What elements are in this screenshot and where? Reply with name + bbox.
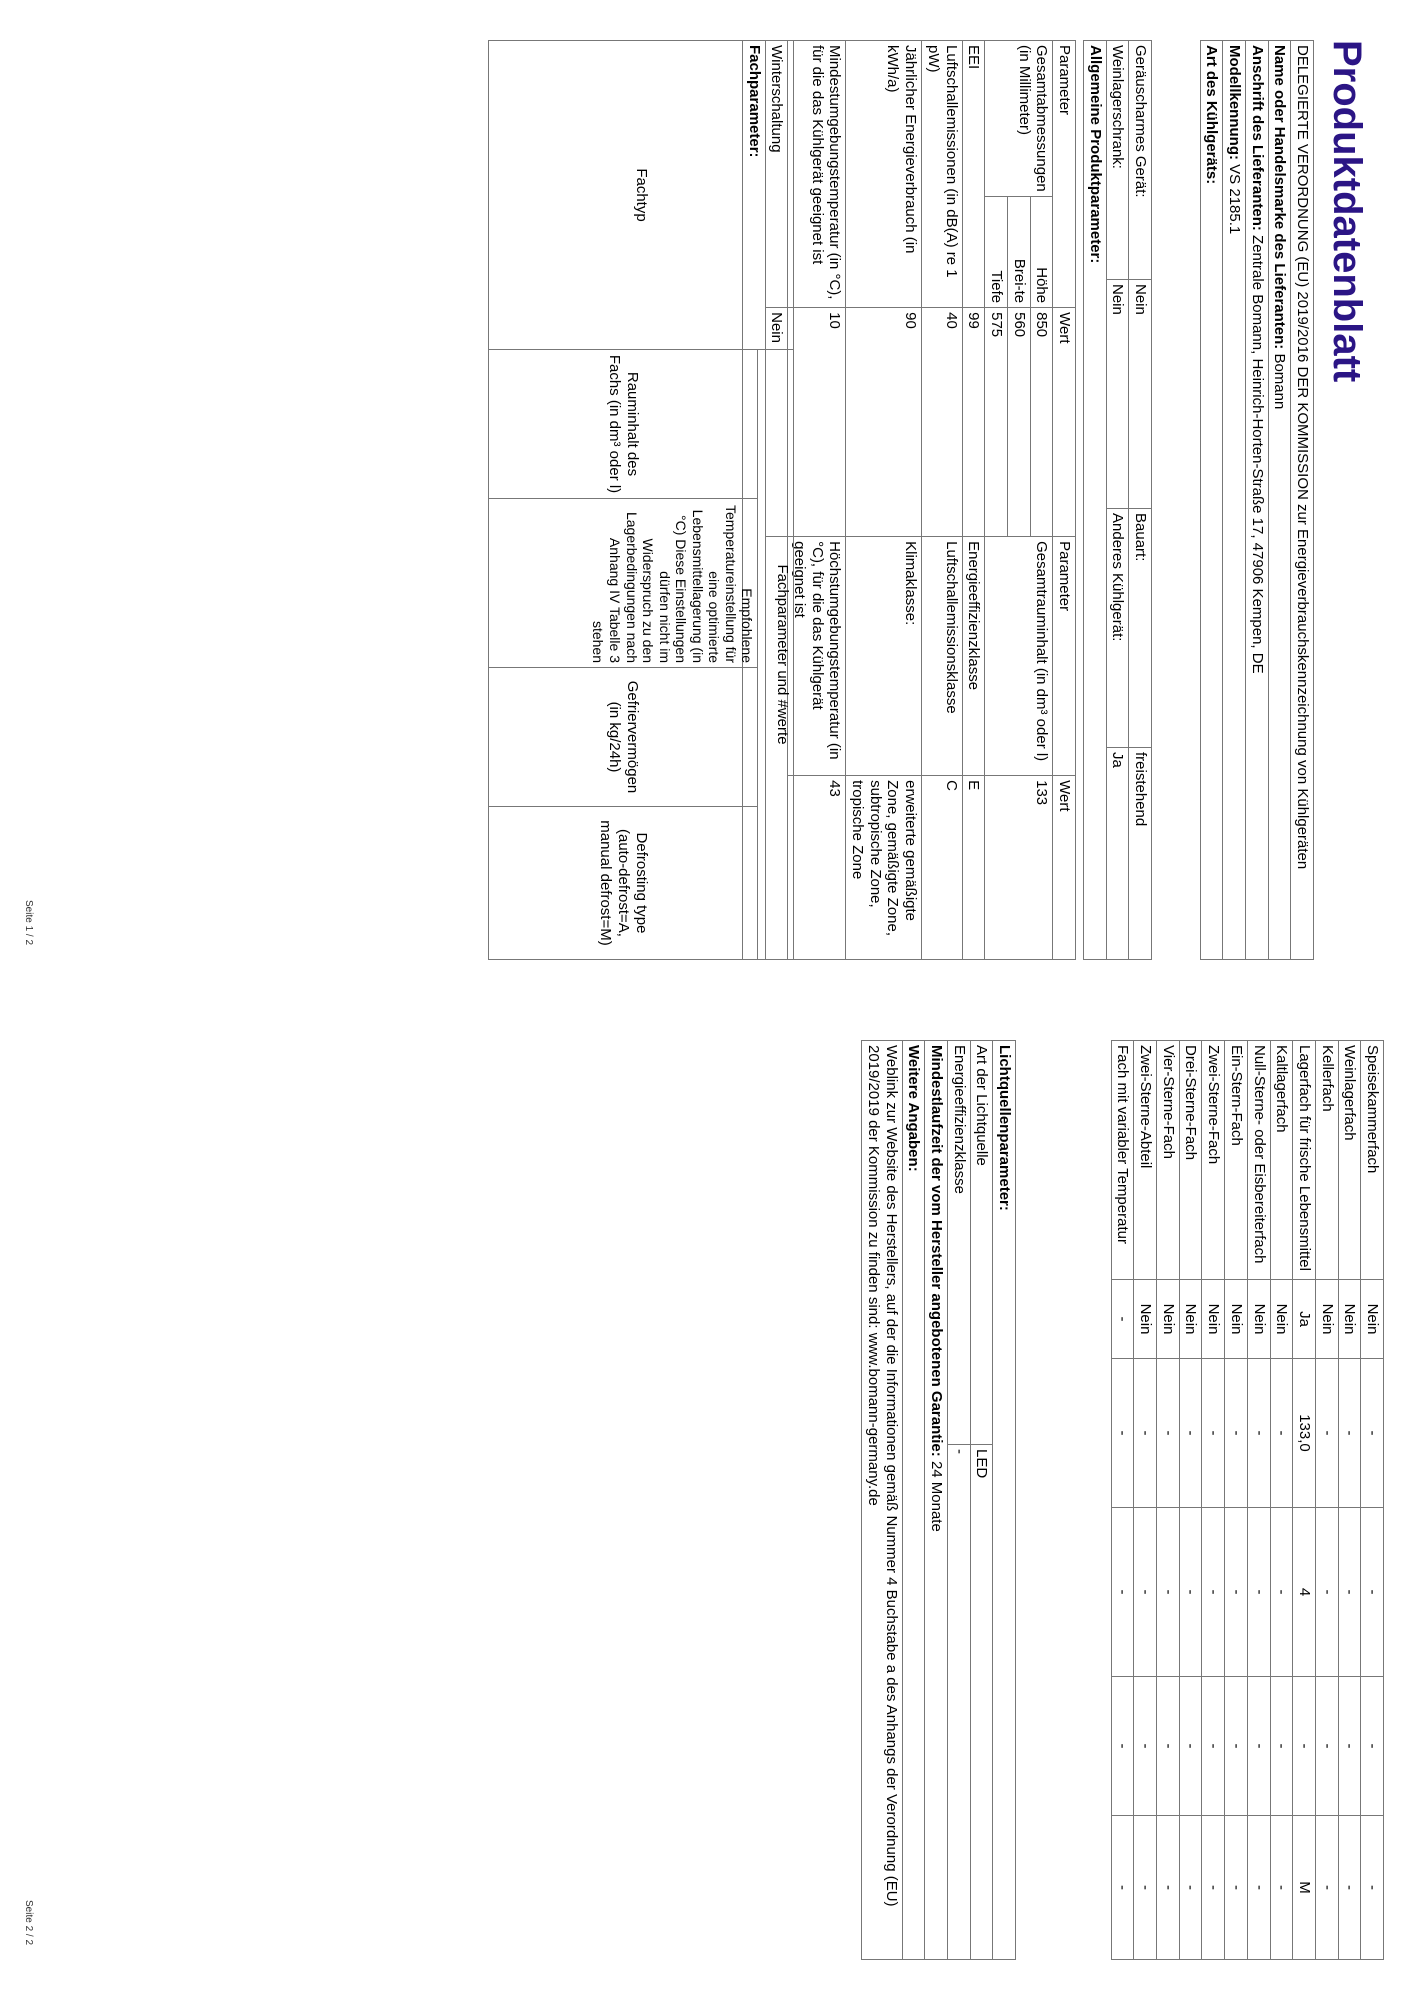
compartment-volume: 133,0 — [1293, 1359, 1316, 1508]
compartment-freeze: - — [1361, 1677, 1384, 1816]
compartment-present: - — [1111, 1280, 1134, 1359]
warranty-value: 24 Monate — [927, 1460, 945, 1532]
compartment-temp: - — [1315, 1508, 1338, 1677]
compartment-name: Zwei-Sterne-Fach — [1202, 1041, 1225, 1280]
compartment-name: Kellerfach — [1315, 1041, 1338, 1280]
light-class-label: Energieeffizienzklasse — [947, 1041, 970, 1445]
compartment-present: Nein — [1134, 1280, 1157, 1359]
model-value: VS 2185.1 — [1225, 164, 1243, 235]
compartment-temp: - — [1134, 1508, 1157, 1677]
compartment-temp: - — [1338, 1508, 1361, 1677]
climate-value: erweiterte gemäßigte Zone, gemäßigte Zone, subtropische Zone, tropische Zone — [846, 776, 922, 960]
eclass-label: Energieeffizienzklasse — [962, 537, 985, 776]
supplier-address-label: Anschrift des Lieferanten: — [1248, 45, 1266, 231]
compartment-temp: - — [1225, 1508, 1248, 1677]
depth-value: 575 — [985, 308, 1008, 537]
fach-params-header: Fachparameter und #werte — [758, 350, 794, 960]
compartment-temp: - — [1111, 1508, 1134, 1677]
model-label: Modellkennung: — [1225, 45, 1243, 160]
compartment-freeze: - — [1270, 1677, 1293, 1816]
compartment-table — [1111, 1040, 1384, 1960]
compartment-volume: - — [1111, 1359, 1134, 1508]
compartment-freeze: - — [1111, 1677, 1134, 1816]
compartment-volume: - — [1338, 1359, 1361, 1508]
width-label: Brei-te — [1007, 196, 1030, 307]
compartment-volume: - — [1202, 1359, 1225, 1508]
dims-label: Gesamtabmessungen (in Millimeter) — [985, 41, 1053, 197]
compartment-volume: - — [1157, 1359, 1180, 1508]
compartment-volume: - — [1315, 1359, 1338, 1508]
compartment-row — [1315, 1041, 1338, 1960]
compartment-freeze: - — [1338, 1677, 1361, 1816]
maxtemp-value: 43 — [788, 776, 846, 960]
compartment-present: Nein — [1179, 1280, 1202, 1359]
compartment-freeze: - — [1134, 1677, 1157, 1816]
compartment-volume: - — [1361, 1359, 1384, 1508]
other-label: Anderes Kühlgerät: — [1106, 509, 1129, 748]
warranty-label: Mindestlaufzeit der vom Hersteller angebotenen Garantie: — [927, 1045, 945, 1457]
light-type-label: Art der Lichtquelle — [970, 1041, 993, 1445]
compartment-defrost: - — [1225, 1816, 1248, 1960]
compartment-freeze: - — [1225, 1677, 1248, 1816]
compartment-name: Fach mit variabler Temperatur — [1111, 1041, 1134, 1280]
eclass-value: E — [962, 776, 985, 960]
compartment-name: Weinlagerfach — [1338, 1041, 1361, 1280]
compartment-defrost: - — [1134, 1816, 1157, 1960]
compartment-row — [1361, 1041, 1384, 1960]
model-row — [1223, 41, 1246, 960]
value-header-2: Wert — [1053, 776, 1076, 960]
climate-label: Klimaklasse: — [846, 537, 922, 776]
compartment-present: Nein — [1270, 1280, 1293, 1359]
type-table — [1083, 40, 1152, 960]
quiet-label: Geräuscharmes Gerät: — [1129, 41, 1152, 280]
compartment-freeze: - — [1315, 1677, 1338, 1816]
compartment-name: Vier-Sterne-Fach — [1157, 1041, 1180, 1280]
compartment-defrost: - — [1247, 1816, 1270, 1960]
compartment-row — [1270, 1041, 1293, 1960]
col-temp-header: Empfohlene Temperatureinstellung für eine optimierte Lebensmittellagerung (in °C) Diese Einstellungen dürfen nicht im Widerspruch zu den Lagerbedingungen nach Anhang IV Tabelle 3 stehen — [489, 499, 758, 668]
compartment-row — [1202, 1041, 1225, 1960]
compartment-volume: - — [1247, 1359, 1270, 1508]
warranty-row — [925, 1041, 948, 1960]
weblink-row — [862, 1041, 902, 1960]
compartment-row — [1247, 1041, 1270, 1960]
fach-type-header: Fachtyp — [489, 41, 794, 350]
compartment-freeze: - — [1293, 1677, 1316, 1816]
compartment-defrost: - — [1157, 1816, 1180, 1960]
page-2 — [0, 1000, 1414, 2000]
compartment-row — [1293, 1041, 1316, 1960]
compartment-present: Nein — [1202, 1280, 1225, 1359]
compartment-name: Lagerfach für frische Lebensmittel — [1293, 1041, 1316, 1280]
design-value: freistehend — [1129, 748, 1152, 960]
compartment-present: Nein — [1157, 1280, 1180, 1359]
consumption-value: 90 — [846, 308, 922, 537]
supplier-name: Bomann — [1271, 353, 1289, 410]
value-header: Wert — [1053, 308, 1076, 537]
compartment-defrost: - — [1179, 1816, 1202, 1960]
compartment-temp: - — [1157, 1508, 1180, 1677]
compartment-present: Nein — [1247, 1280, 1270, 1359]
col-volume-header: Rauminhalt des Fachs (in dm³ oder l) — [489, 350, 758, 499]
mintemp-value: 10 — [788, 308, 846, 537]
light-class-value: - — [947, 1445, 970, 1960]
compartment-defrost: - — [1361, 1816, 1384, 1960]
height-label: Höhe — [1030, 196, 1053, 307]
compartment-defrost: - — [1338, 1816, 1361, 1960]
compartment-temp: - — [1179, 1508, 1202, 1677]
compartment-volume: - — [1134, 1359, 1157, 1508]
compartment-name: Kaltlagerfach — [1270, 1041, 1293, 1280]
compartment-defrost: M — [1293, 1816, 1316, 1960]
noise-value: 40 — [922, 308, 962, 537]
compartment-freeze: - — [1179, 1677, 1202, 1816]
volume-value: 133 — [985, 776, 1053, 960]
mintemp-label: Mindestumgebungstemperatur (in °C), für die das Kühlgerät geeignet ist — [788, 41, 846, 308]
compartment-present: Nein — [1361, 1280, 1384, 1359]
compartment-present: Nein — [1315, 1280, 1338, 1359]
fach-heading: Fachparameter: — [743, 41, 766, 960]
compartment-present: Ja — [1293, 1280, 1316, 1359]
compartment-freeze: - — [1157, 1677, 1180, 1816]
compartment-temp: - — [1247, 1508, 1270, 1677]
compartment-name: Speisekammerfach — [1361, 1041, 1384, 1280]
compartment-name: Ein-Stern-Fach — [1225, 1041, 1248, 1280]
wine-label: Weinlagerschrank: — [1106, 41, 1129, 280]
design-label: Bauart: — [1129, 509, 1152, 748]
compartment-volume: - — [1270, 1359, 1293, 1508]
compartment-freeze: - — [1247, 1677, 1270, 1816]
compartment-name: Null-Sterne- oder Eisbereiterfach — [1247, 1041, 1270, 1280]
compartment-present: Nein — [1338, 1280, 1361, 1359]
compartment-temp: - — [1202, 1508, 1225, 1677]
winter-label: Winterschaltung — [765, 41, 788, 308]
noiseclass-value: C — [922, 776, 962, 960]
compartment-defrost: - — [1315, 1816, 1338, 1960]
compartment-freeze: - — [1202, 1677, 1225, 1816]
compartment-temp: - — [1270, 1508, 1293, 1677]
light-table — [861, 1040, 1016, 1960]
col-defrost-header: Defrosting type (auto-defrost=A, manual defrost=M) — [489, 807, 758, 960]
compartment-volume: - — [1225, 1359, 1248, 1508]
supplier-name-row — [1268, 41, 1291, 960]
type-heading: Art des Kühlgeräts: — [1200, 41, 1223, 960]
noise-label: Luftschallemissionen (in dB(A) re 1 pW) — [922, 41, 962, 308]
header-table — [1200, 40, 1314, 960]
compartment-row — [1111, 1041, 1134, 1960]
weblink-text: Weblink zur Website des Herstellers, auf der die Informationen gemäß Nummer 4 Buchstabe a des Anhangs der Verordnung (EU) 2019/2019 der Kommission zu finden sind: — [864, 1045, 900, 1907]
compartment-row — [1134, 1041, 1157, 1960]
wine-value: Nein — [1106, 280, 1129, 509]
page-number-2: Seite 2 / 2 — [23, 1900, 34, 1946]
eei-value: 99 — [962, 308, 985, 537]
supplier-address: Zentrale Bomann, Heinrich-Horten-Straße 17, 47906 Kempen, DE — [1248, 235, 1266, 674]
compartment-defrost: - — [1111, 1816, 1134, 1960]
compartment-row — [1338, 1041, 1361, 1960]
other-value: Ja — [1106, 748, 1129, 960]
compartment-temp: 4 — [1293, 1508, 1316, 1677]
light-type-value: LED — [970, 1445, 993, 1960]
noiseclass-label: Luftschallemissionsklasse — [922, 537, 962, 776]
param-header-2: Parameter — [1053, 537, 1076, 776]
more-heading: Weitere Angaben: — [902, 1041, 925, 1960]
compartment-name: Drei-Sterne-Fach — [1179, 1041, 1202, 1280]
light-heading: Lichtquellenparameter: — [993, 1041, 1016, 1960]
weblink-url[interactable]: www.bomann-germany.de — [864, 1332, 882, 1506]
width-value: 560 — [1007, 308, 1030, 537]
eei-label: EEI — [962, 41, 985, 308]
compartment-defrost: - — [1202, 1816, 1225, 1960]
col-freeze-header: Gefriervermögen (in kg/24h) — [489, 668, 758, 807]
compartment-volume: - — [1179, 1359, 1202, 1508]
fach-header-table — [488, 40, 794, 960]
supplier-name-label: Name oder Handelsmarke des Lieferanten: — [1271, 45, 1289, 350]
maxtemp-label: Höchstumgebungstemperatur (in °C), für die das Kühlgerät geeignet ist — [788, 537, 846, 776]
compartment-temp: - — [1361, 1508, 1384, 1677]
quiet-value: Nein — [1129, 280, 1152, 509]
supplier-address-row — [1245, 41, 1268, 960]
compartment-defrost: - — [1270, 1816, 1293, 1960]
param-header: Parameter — [1053, 41, 1076, 308]
compartment-rows — [1111, 1041, 1383, 1960]
compartment-present: Nein — [1225, 1280, 1248, 1359]
compartment-row — [1157, 1041, 1180, 1960]
page-title: Produktdatenblatt — [1325, 40, 1369, 383]
general-heading: Allgemeine Produktparameter: — [1083, 41, 1106, 960]
compartment-row — [1179, 1041, 1202, 1960]
depth-label: Tiefe — [985, 196, 1008, 307]
volume-label: Gesamtrauminhalt (in dm³ oder l) — [985, 537, 1053, 776]
page-number: Seite 1 / 2 — [23, 900, 34, 946]
compartment-row — [1225, 1041, 1248, 1960]
consumption-label: Jährlicher Energieverbrauch (in kWh/a) — [846, 41, 922, 308]
compartment-name: Zwei-Sterne-Abteil — [1134, 1041, 1157, 1280]
winter-value: Nein — [765, 308, 788, 537]
height-value: 850 — [1030, 308, 1053, 537]
regulation-text: DELEGIERTE VERORDNUNG (EU) 2019/2016 DER KOMMISSION zur Energieverbrauchskennzeichnung von Kühlgeräten — [1291, 41, 1314, 960]
